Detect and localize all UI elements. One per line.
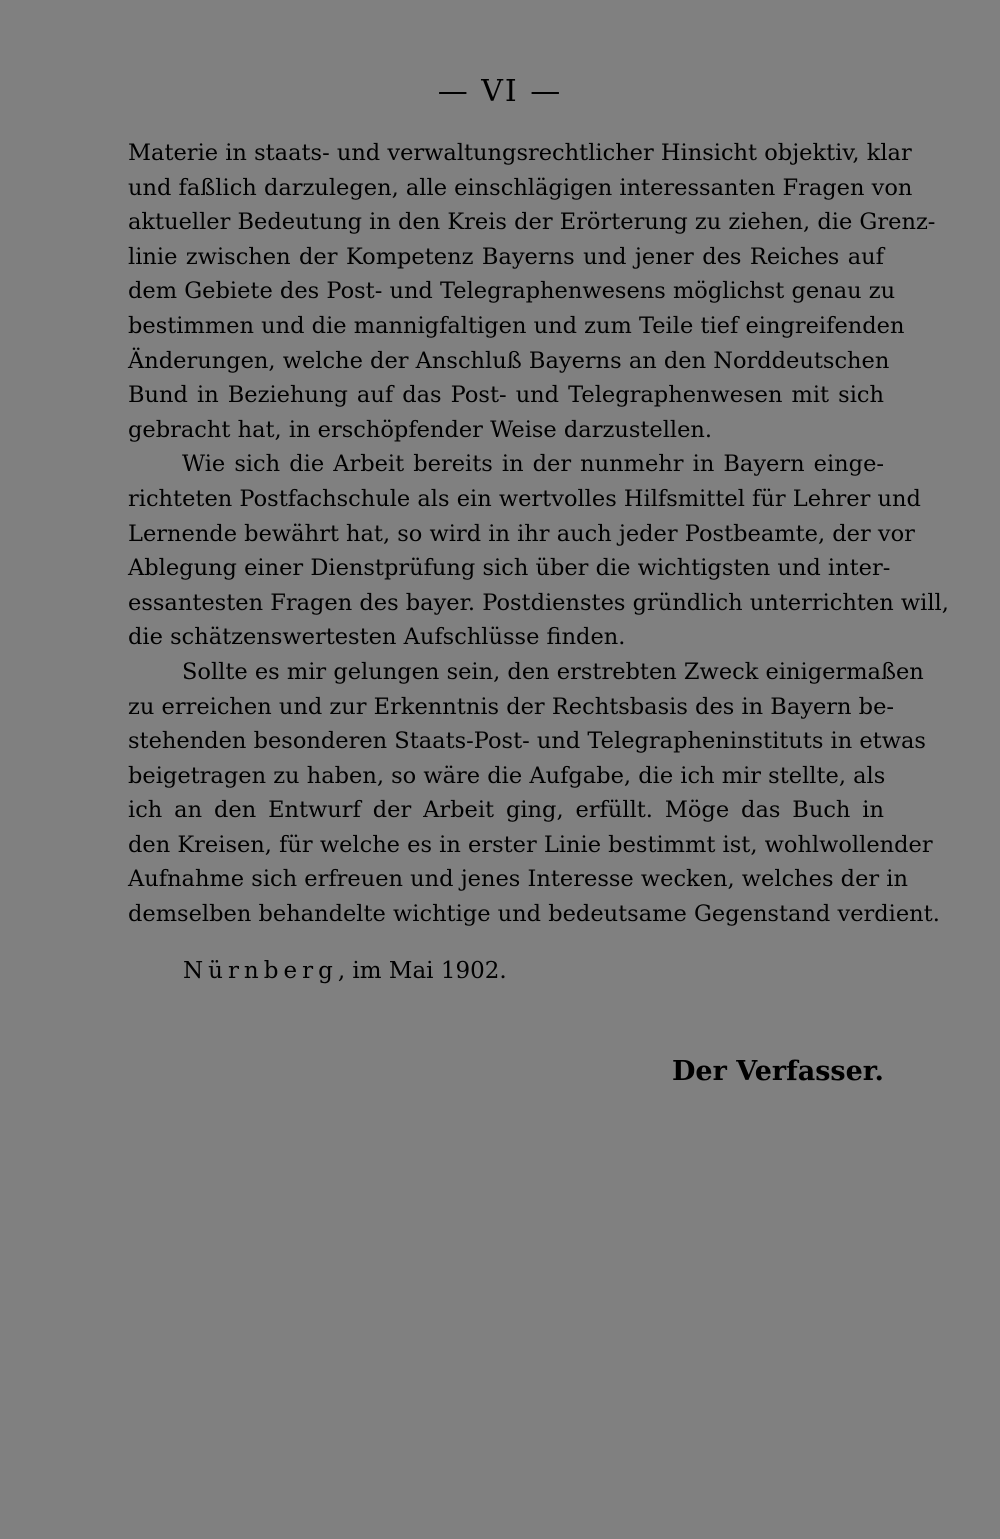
text-line: Änderungen, welche der Anschluß Bayerns an den Norddeutschen	[128, 347, 890, 374]
text-line: Wie sich die Arbeit bereits in der nunmehr in Bayern einge-	[182, 451, 884, 478]
body-text	[128, 136, 949, 932]
text-line: den Kreisen, für welche es in erster Linie bestimmt ist, wohlwollender	[128, 831, 933, 858]
text-line: zu erreichen und zur Erkenntnis der Rechtsbasis des in Bayern be-	[128, 693, 894, 720]
date-text: , im Mai 1902.	[337, 958, 507, 984]
text-line: Bund in Beziehung auf das Post- und Telegraphenwesen mit sich	[128, 382, 884, 409]
text-line: richteten Postfachschule als ein wertvolles Hilfsmittel für Lehrer und	[128, 485, 921, 512]
text-line: und faßlich darzulegen, alle einschlägigen interessanten Fragen von	[128, 174, 913, 201]
text-line: Aufnahme sich erfreuen und jenes Interesse wecken, welches der in	[128, 866, 908, 893]
text-line: die schätzenswertesten Aufschlüsse finden.	[128, 624, 626, 651]
text-line: Sollte es mir gelungen sein, den erstrebten Zweck einigermaßen	[182, 658, 924, 685]
text-line: stehenden besonderen Staats-Post- und Telegrapheninstituts in etwas	[128, 728, 926, 755]
place-date-line	[183, 954, 507, 988]
text-line: gebracht hat, in erschöpfender Weise darzustellen.	[128, 416, 713, 443]
text-line: beigetragen zu haben, so wäre die Aufgabe, die ich mir stellte, als	[128, 762, 886, 789]
signature: Der Verfasser.	[672, 1056, 884, 1087]
text-line: Ablegung einer Dienstprüfung sich über die wichtigsten und inter-	[128, 555, 891, 582]
text-line: aktueller Bedeutung in den Kreis der Erörterung zu ziehen, die Grenz-	[128, 209, 936, 236]
text-line: essantesten Fragen des bayer. Postdienstes gründlich unterrichten will,	[128, 589, 949, 616]
text-line: Lernende bewährt hat, so wird in ihr auch jeder Postbeamte, der vor	[128, 520, 915, 547]
text-line: demselben behandelte wichtige und bedeutsame Gegenstand verdient.	[128, 901, 940, 928]
text-line: dem Gebiete des Post- und Telegraphenwesens möglichst genau zu	[128, 278, 896, 305]
text-line: ich an den Entwurf der Arbeit ging, erfüllt. Möge das Buch in	[128, 797, 884, 824]
place-name: Nürnberg	[183, 958, 338, 984]
paragraph-2	[128, 447, 949, 655]
paragraph-3	[128, 655, 940, 932]
text-line: linie zwischen der Kompetenz Bayerns und jener des Reiches auf	[128, 243, 884, 270]
paragraph-1	[128, 136, 936, 447]
text-line: Materie in staats- und verwaltungsrechtlicher Hinsicht objektiv, klar	[128, 140, 912, 166]
text-line: bestimmen und die mannigfaltigen und zum Teile tief eingreifenden	[128, 312, 905, 339]
page-number: — VI —	[437, 74, 563, 109]
